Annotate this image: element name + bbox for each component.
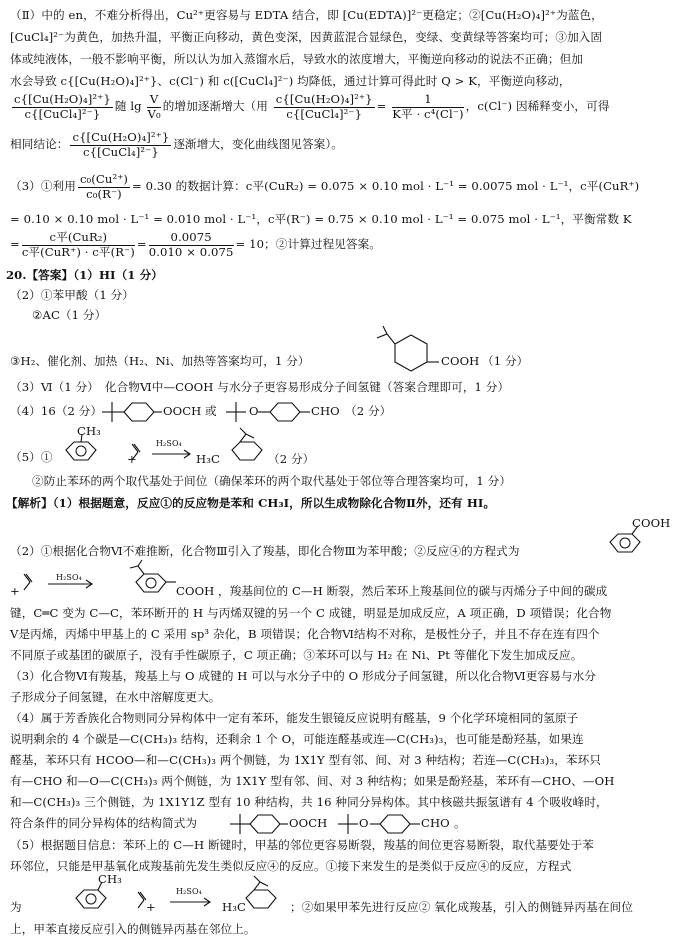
text-line: 水会导致 c{[Cu(H₂O)₄]²⁺}、c(Cl⁻) 和 c([CuCl₄]²⁻) 均降低，通过计算可得此时 Q > K，平衡逆向移动， [10,74,571,88]
analysis-line: （3）化合物Ⅵ有羧基，羧基上与 O 成键的 H 可以与水分子中的 O 形成分子间氢键，所以化合物Ⅵ更容易与水分 [10,669,596,683]
formula-label: OOCH [289,816,328,830]
plus-sign: + [10,584,20,598]
formula-label: OOCH [163,404,202,418]
text-line: [CuCl₄]²⁻为黄色，加热升温，平衡正向移动，黄色变深，因黄蓝混合显绿色，变绿、变黄绿等答案均可；③加入固 [10,30,603,44]
text-line: （Ⅱ）中的 en，不难分析得出，Cu²⁺更容易与 EDTA 结合，即 [Cu(EDTA)]²⁻更稳定；②[Cu(H₂O)₄]²⁺为蓝色， [10,8,603,22]
score-label: （1 分） [482,354,529,368]
analysis-line: 为 [10,900,22,914]
methyl-label: H₃C [196,452,220,466]
analysis-line: ，羧基间位的 C—H 断裂，然后苯环上羧基间位的碳与丙烯分子中间的碳成 [218,584,608,598]
fraction: $\frac{0.0075}{0.010 \times 0.075}$ [148,230,234,259]
analysis-line: 键，C═C 变为 C—C，苯环断开的 H 与丙烯双键的另一个 C 成键，明显是加成反应，A 项正确，D 项错误；化合物 [10,606,612,620]
answer-line: （5）① [10,450,53,464]
formula-label: CHO [311,404,340,418]
oxygen-label: O [249,404,259,418]
fraction: $\frac{\text{c平(CuR₂)}}{\text{c平(CuR⁺) · c平(R⁻)}}$ [21,230,135,259]
fraction: $\frac{\text{c\{[Cu(H₂O)₄]²⁺\}}}{\text{c\{[CuCl₄]²⁻\}}}$ [275,92,373,121]
analysis-line: 醛基，苯环只有 HCOO—和—C(CH₃)₃ 两个侧链，为 1X1Y 型有邻、间、对 3 种结构；若连—C(CH₃)₃，苯环只 [10,753,602,767]
formula-line: = $\frac{\text{c平(CuR₂)}}{\text{c平(CuR⁺) · c平(R⁻)}}$ = $\frac{0.0075}{0.010 \times 0.075}$ = 10；②计算过程见答案。 [10,230,381,259]
analysis-line: ；②如果甲苯先进行反应② 氧化成羧基，引入的侧链异丙基在间位 [290,900,633,914]
score-label: （2 分） [268,452,315,466]
analysis-line: 环邻位，只能是甲基氧化成羧基前先发生类似反应④的反应。①接下来发生的是类似于反应④的反应，方程式 [10,859,572,873]
answer-line: ③H₂、催化剂、加热（H₂、Ni、加热等答案均可，1 分） [10,354,310,368]
text-line: 体或纯液体，一般不影响平衡，所以认为加入蒸馏水后，导致水的浓度增大，平衡逆向移动的说法不正确；但加 [10,52,583,66]
analysis-line: 符合条件的同分异构体的结构简式为 [10,816,198,830]
period: 。 [454,816,466,830]
answer-line: ②AC（1 分） [32,308,107,322]
score-label: （2 分） [345,404,392,418]
formula-line: $\frac{\text{c\{[Cu(H₂O)₄]²⁺\}}}{\text{c\{[CuCl₄]²⁻\}}}$ 随 lg $\frac{V}{\text{V₀}}$ 的增加逐渐增大（用 $\frac{\text{c\{[Cu(H₂O)₄]²⁺\}}}{\text{c\{[CuCl₄]²⁻\}}}$ = $\frac{1}{\text{K平 · c⁴(Cl⁻)}}$ ，c(Cl⁻) 因稀释变小，可得 [14,92,610,121]
analysis-line: 不同原子或基团的碳原子，没有手性碳原子，C 项正确；③苯环可以与 H₂ 在 Ni、Pt 等催化下发生加成反应。 [10,648,583,662]
catalyst-label: H₂SO₄ [176,887,202,896]
analysis-line: 子形成分子间氢键，在水中溶解度更大。 [10,690,221,704]
plus-sign: + [127,452,137,466]
reaction-equation-icon [50,884,290,924]
cooh-label: COOH [176,584,215,598]
benzoic-acid-structure-icon [604,528,664,564]
methyl-label: CH₃ [98,872,122,886]
answer-heading: 20.【答案】（1）HI（1 分） [6,268,163,282]
isomer-structures-icon [230,812,530,838]
oxygen-label: O [359,816,369,830]
answer-line: （2）①苯甲酸（1 分） [10,288,134,302]
cooh-label: COOH [632,516,671,530]
fraction: $\frac{\text{c₀(Cu²⁺)}}{\text{c₀(R⁻)}}$ [79,172,129,201]
analysis-line: 上，甲苯直接反应引入的侧链异丙基在邻位上。 [10,922,256,936]
catalyst-label: H₂SO₄ [56,573,82,582]
fraction: $\frac{1}{\text{K平 · c⁴(Cl⁻)}}$ [392,92,464,121]
text-line: = 0.10 × 0.10 mol · L⁻¹ = 0.010 mol · L⁻¹，c平(R⁻) = 0.75 × 0.10 mol · L⁻¹ = 0.075 mol · L⁻¹，平衡常数 K [10,212,632,226]
text-or: 或 [205,404,217,418]
analysis-line: （2）①根据化合物Ⅵ不难推断，化合物Ⅲ引入了羧基，即化合物Ⅲ为苯甲酸；②反应④的方程式为 [10,544,520,558]
analysis-line: （4）属于芳香族化合物则同分异构体中一定有苯环，能发生银镜反应说明有醛基，9 个化学环境相同的氢原子 [10,711,579,725]
methyl-label: H₃C [222,900,246,914]
formula-line: 相同结论： $\frac{\text{c\{[Cu(H₂O)₄]²⁺\}}}{\text{c\{[CuCl₄]²⁻\}}}$ 逐渐增大，变化曲线图见答案）。 [10,130,343,159]
fraction: $\frac{V}{\text{V₀}}$ [147,92,161,121]
cooh-label: COOH [441,354,480,368]
fraction: $\frac{\text{c\{[Cu(H₂O)₄]²⁺\}}}{\text{c\{[CuCl₄]²⁻\}}}$ [72,130,170,159]
analysis-line: 说明剩余的 4 个碳是—C(CH₃)₃ 结构，还剩余 1 个 O，可能连醛基或连—C(CH₃)₃，也可能是酚羟基，如果连 [10,732,584,746]
analysis-line: 和—C(CH₃)₃ 三个侧链，为 1X1Y1Z 型有 10 种结构，共 16 种同分异构体。其中核磁共振氢谱有 4 个吸收峰时， [10,795,608,809]
methyl-label: CH₃ [77,424,101,438]
formula-label: CHO [421,816,450,830]
answer-line: ②防止苯环的两个取代基处于间位（确保苯环的两个取代基处于邻位等合理答案均可，1 分） [32,474,512,488]
answer-line: （3）Ⅵ（1 分） 化合物Ⅵ中—COOH 与水分子更容易形成分子间氢键（答案合理即可，1 分） [10,380,510,394]
analysis-line: 【解析】（1）根据题意，反应①的反应物是苯和 CH₃I，所以生成物除化合物Ⅱ外，还有 HI。 [6,496,496,510]
analysis-line: 有—CHO 和—O—C(CH₃)₃ 两个侧链，为 1X1Y 型有邻、间、对 3 种结构；如果是酚羟基，苯环有—CHO、—OH [10,774,615,788]
formula-line: （3）①利用 $\frac{\text{c₀(Cu²⁺)}}{\text{c₀(R⁻)}}$ = 0.30 的数据计算：c平(CuR₂) = 0.075 × 0.10 mol · L⁻¹ = 0.0075 mol · L⁻¹，c平(CuR⁺) [10,172,640,201]
fraction: $\frac{\text{c\{[Cu(H₂O)₄]²⁺\}}}{\text{c\{[CuCl₄]²⁻\}}}$ [14,92,111,121]
catalyst-label: H₂SO₄ [156,439,182,448]
analysis-line: Ⅴ是丙烯，丙烯中甲基上的 C 采用 sp³ 杂化，B 项错误；化合物Ⅵ结构不对称，是极性分子，并且不存在连有四个 [10,627,600,641]
analysis-line: （5）根据题目信息：苯环上的 C—H 断键时，甲基的邻位更容易断裂，羧基的间位更容易断裂，取代基要处于苯 [10,838,594,852]
plus-sign: + [146,900,156,914]
answer-line: （4）16（2 分） [10,404,103,418]
